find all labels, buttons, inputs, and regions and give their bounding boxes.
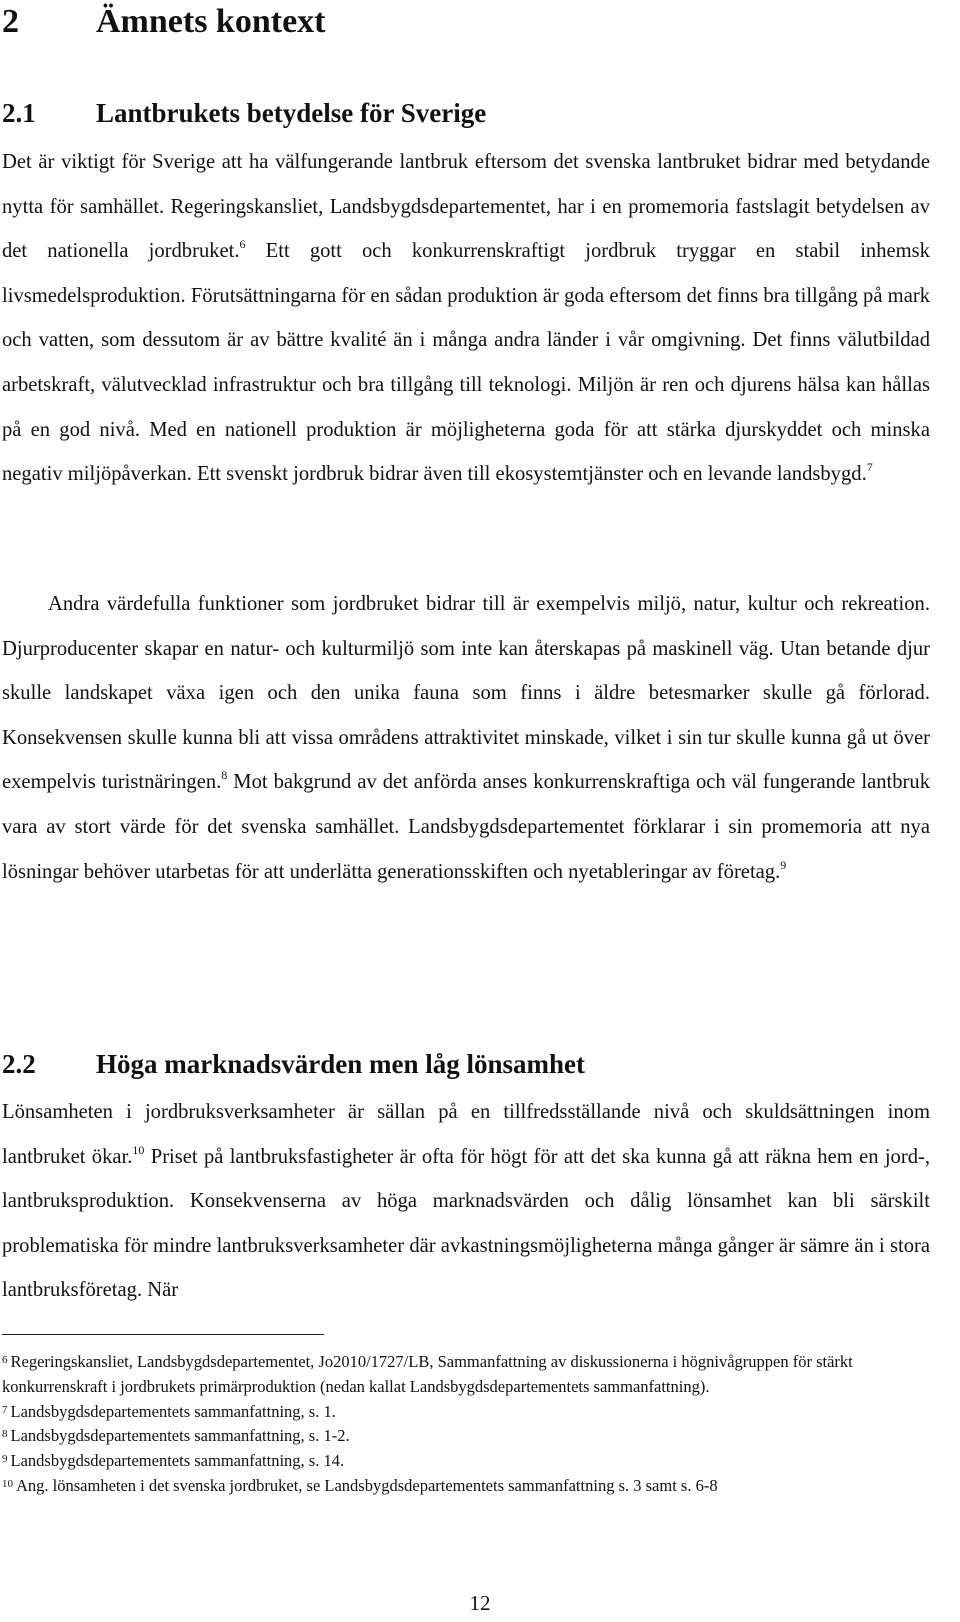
paragraph-text: Ett gott och konkurrenskraftigt jordbruk tryggar en stabil inhemsk livsmedelsproduktion. Förutsättningarna för en sådan produktion är goda eftersom det finns bra tillgång på mark och vatten, som dessutom är av bättre kvalité än i många andra länder i vår omgivning. Det finns välutbildad arbetskraft, välutvecklad infrastruktur och bra tillgång till teknologi. Miljön är ren och djurens hälsa kan hållas på en god nivå. Med en nationell produktion är möjligheterna goda för att stärka djurskyddet och minska negativ miljöpåverkan. Ett svenskt jordbruk bidrar även till ekosystemtjänster och en levande landsbygd. [2,240,930,486]
section-title: Höga marknadsvärden men låg lönsamhet [96,1049,586,1079]
footnote-ref-7[interactable]: 7 [866,460,873,475]
footnote-7 [2,1400,912,1425]
chapter-number: 2 [2,3,19,40]
paragraph-text: Lönsamheten i jordbruksverksamheter är sällan på en tillfredsställande nivå och skuldsättningen inom lantbruket ökar. [2,1101,930,1168]
paragraph-1 [2,140,930,497]
page-number: 12 [469,1591,491,1615]
paragraph-3 [2,1090,930,1313]
footnote-text: Landsbygdsdepartementets sammanfattning, s. 1. [10,1401,336,1421]
section-heading-2-2 [2,1048,585,1080]
footnotes [2,1350,912,1499]
paragraph-text: Priset på lantbruksfastigheter är ofta för högt för att det ska kunna gå att räkna hem en jord-, lantbruksproduktion. Konsekvenserna av höga marknadsvärden och dålig lönsamhet kan bli särskilt problematiska för mindre lantbruksverksamheter där avkastningsmöjligheterna många gånger är sämre än i stora lantbruksföretag. När [2,1145,930,1302]
footnote-text: Ang. lönsamheten i det svenska jordbruket, se Landsbygdsdepartementets sammanfattning s. 3 samt s. 6-8 [16,1475,718,1495]
footnote-6 [2,1350,912,1400]
footnote-text: Landsbygdsdepartementets sammanfattning, s. 1-2. [10,1426,350,1446]
footnote-9 [2,1449,912,1474]
footnote-ref-8[interactable]: 8 [221,768,228,783]
footnote-ref-10[interactable]: 10 [132,1142,145,1157]
footnote-text: Regeringskansliet, Landsbygdsdepartementet, Jo2010/1727/LB, Sammanfattning av diskussionerna i högnivågruppen för stärkt konkurrenskraft i jordbrukets primärproduktion (nedan kallat Landsbygdsdepartementets sammanfattning). [2,1352,853,1396]
paragraph-text: Det är viktigt för Sverige att ha välfungerande lantbruk eftersom det svenska lantbruket bidrar med betydande nytta för samhället. Regeringskansliet, Landsbygdsdepartementet, har i en promemoria fastslagit betydelsen av det nationella jordbruket. [2,151,930,263]
footnote-separator [2,1334,324,1335]
footnote-10 [2,1474,912,1499]
footnote-mark: 6 [2,1354,8,1366]
section-title: Lantbrukets betydelse för Sverige [96,98,487,128]
footnote-mark: 8 [2,1428,8,1441]
footnote-text: Landsbygdsdepartementets sammanfattning, s. 14. [10,1451,345,1471]
section-heading-2-1 [2,97,486,129]
paragraph-text: Andra värdefulla funktioner som jordbruket bidrar till är exempelvis miljö, natur, kultur och rekreation. Djurproducenter skapar en natur- och kulturmiljö som inte kan återskapas på maskinell väg. Utan betande djur skulle landskapet växa igen och den unika fauna som finns i äldre betesmarker skulle gå förlorad. Konsekvensen skulle kunna bli att vissa områdens attraktivitet minskade, vilket i sin tur skulle kunna gå ut över exempelvis turistnäringen. [2,593,930,794]
section-number: 2.2 [2,1049,36,1079]
footnote-ref-9[interactable]: 9 [780,857,787,872]
paragraph-text: Mot bakgrund av det anförda anses konkurrenskraftiga och väl fungerande lantbruk vara av stort värde för det svenska samhället. Landsbygdsdepartementet förklarar i sin promemoria att nya lösningar behöver utarbetas för att underlätta generationsskiften och nyetableringar av företag. [2,771,930,883]
footnote-ref-6[interactable]: 6 [239,237,246,252]
footnote-mark: 10 [2,1477,13,1490]
chapter-title: Ämnets kontext [96,3,326,40]
footnote-8 [2,1424,912,1449]
footnote-mark: 9 [2,1453,8,1466]
footnote-mark: 7 [2,1403,8,1416]
section-number: 2.1 [2,98,36,128]
chapter-heading [2,2,325,42]
paragraph-2 [2,582,930,894]
